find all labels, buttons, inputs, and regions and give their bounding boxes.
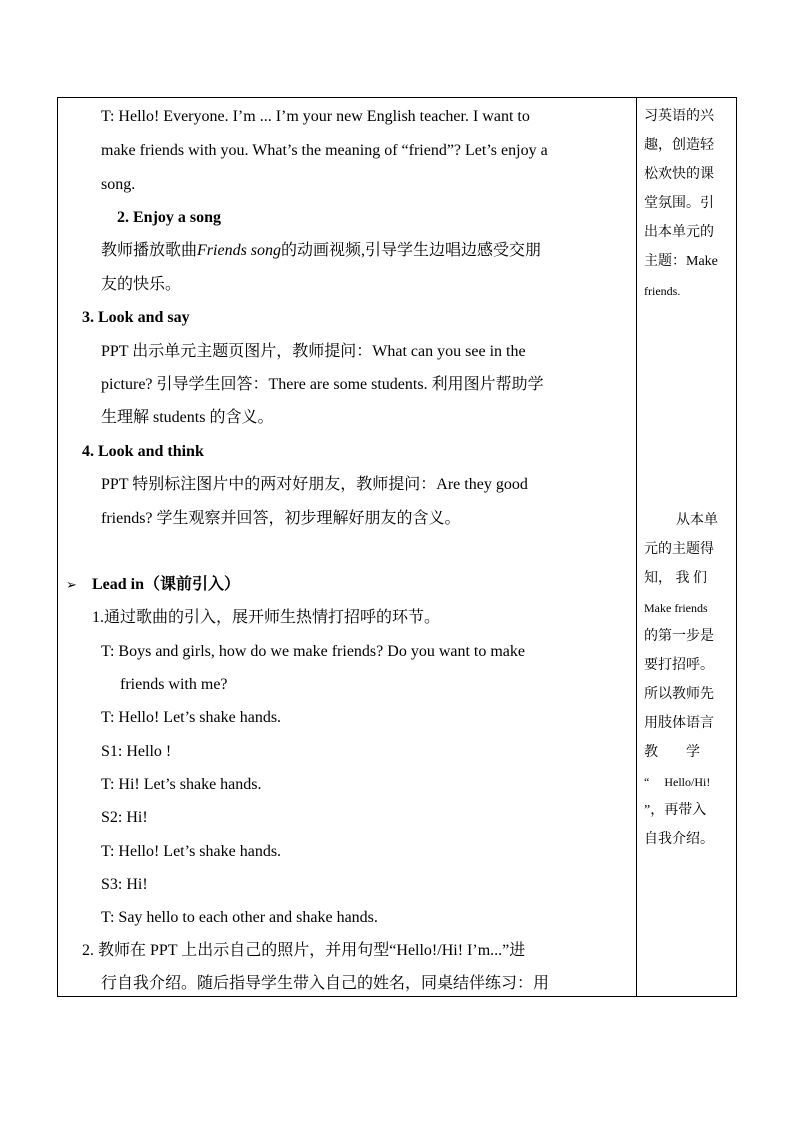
text-line: 1.通过歌曲的引入，展开师生热情打招呼的环节。 [92,609,441,626]
note-line: 出本单元的 [644,225,714,240]
section-heading-look-and-say: 3. Look and say [82,309,190,326]
note-line: 松欢快的课 [644,167,714,182]
note-line: 从本单 [676,513,718,528]
note-line: friends. [644,284,681,298]
note-line: 用肢体语言 [644,716,714,731]
section-heading-enjoy-a-song: 2. Enjoy a song [117,209,222,226]
note-line: 主题：Make [644,254,718,269]
dialogue-line: T: Hi! Let’s shake hands. [101,776,262,793]
lesson-plan-table [57,97,737,997]
dialogue-line: S3: Hi! [101,876,148,893]
note-line: 所以教师先 [644,687,714,702]
text-line: PPT 特别标注图片中的两对好朋友，教师提问：Are they good [101,476,528,493]
text-line: friends? 学生观察并回答，初步理解好朋友的含义。 [101,510,461,527]
note-line: 堂氛围。引 [644,196,714,211]
dialogue-line: S2: Hi! [101,809,148,826]
text-line: song. [101,176,136,193]
dialogue-line: T: Hello! Let’s shake hands. [101,709,282,726]
design-intent-column [637,98,736,996]
text-line: 友的快乐。 [101,276,182,293]
dialogue-line: S1: Hello ! [101,743,172,760]
text-line: T: Hello! Everyone. I’m ... I’m your new English teacher. I want to [101,108,530,125]
arrow-bullet-icon: ➢ [66,577,77,592]
note-line: 自我介绍。 [644,832,714,847]
text-fragment: 的动画视频,引导学生边唱边感受交朋 [281,242,542,259]
text-line: picture? 引导学生回答：There are some students. 利用图片帮助学 [101,376,544,393]
dialogue-line: T: Boys and girls, how do we make friends? Do you want to make [101,643,526,660]
text-line: 行自我介绍。随后指导学生带入自己的姓名，同桌结伴练习：用 [101,975,550,992]
dialogue-line: T: Hello! Let’s shake hands. [101,843,282,860]
text-line: 2. 教师在 PPT 上出示自己的照片，并用句型“Hello!/Hi! I’m...”进 [82,942,526,959]
song-title: Friends song [197,242,282,259]
dialogue-line: T: Say hello to each other and shake hands. [101,909,378,926]
text-fragment: 教师播放歌曲 [101,242,198,259]
text-line [101,241,541,261]
text-line: PPT 出示单元主题页图片，教师提问：What can you see in the [101,343,526,360]
note-line: “ Hello/Hi! [644,775,711,789]
procedure-column [58,98,636,996]
note-line: 元的主题得 [644,542,714,557]
note-line: 教 学 [644,745,700,760]
section-heading-look-and-think: 4. Look and think [82,443,204,460]
note-line: 要打招呼。 [644,658,714,673]
note-line: 习英语的兴 [644,109,714,124]
dialogue-line: friends with me? [120,676,228,693]
note-line: Make friends [644,601,708,615]
note-line: ”，再带入 [644,803,707,818]
section-heading-lead-in: Lead in（课前引入） [92,576,241,593]
text-line: 生理解 students 的含义。 [101,409,274,426]
note-line: 的第一步是 [644,629,714,644]
text-line: make friends with you. What’s the meaning of “friend”? Let’s enjoy a [101,142,548,159]
note-line: 知， 我 们 [644,571,707,586]
note-line: 趣，创造轻 [644,138,714,153]
